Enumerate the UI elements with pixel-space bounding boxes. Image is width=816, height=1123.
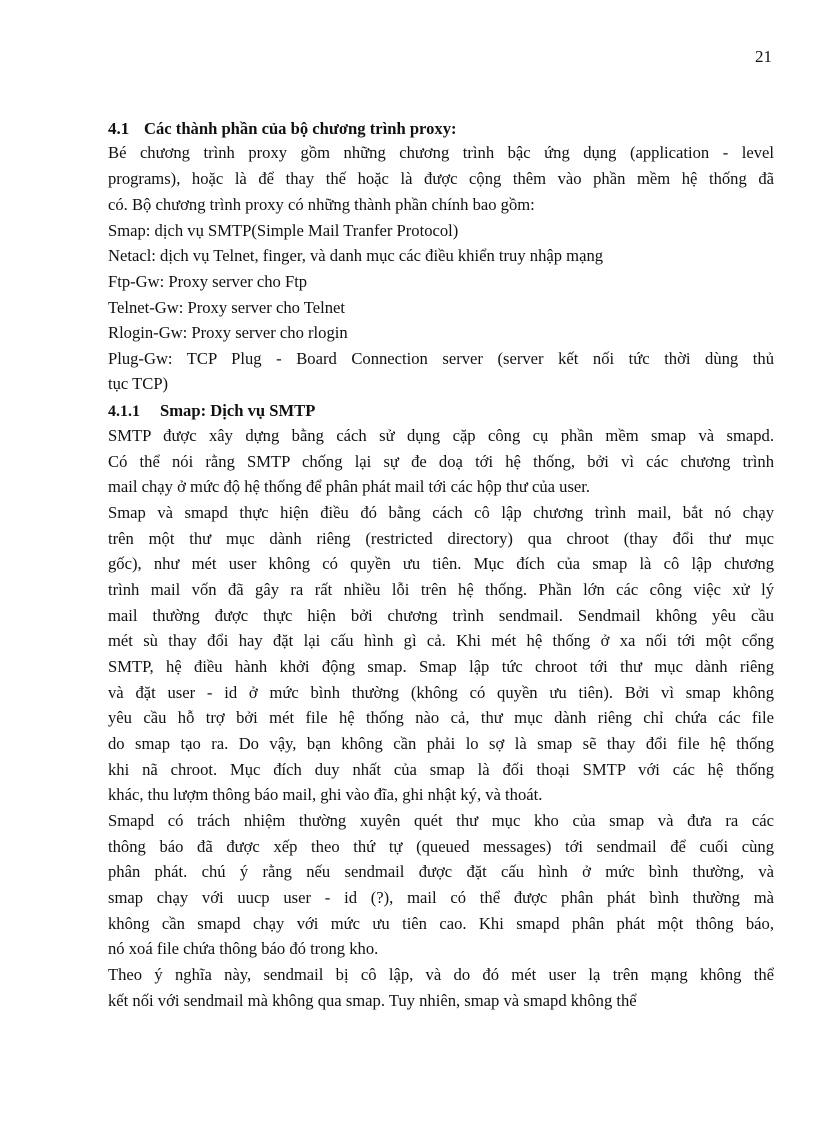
- body-line: do smap tạo ra. Do vậy, bạn không cần phải lo sợ là smap sẽ thay đổi file hệ thống: [108, 734, 774, 753]
- body-line: thông báo đã được xếp theo thứ tự (queued messages) tới sendmail để cuối cùng: [108, 837, 774, 856]
- body-line: Có thể nói rằng SMTP chống lại sự đe doạ tới hệ thống, bởi vì các chương trình: [108, 452, 774, 471]
- body-line: Smapd có trách nhiệm thường xuyên quét thư mục kho của smap và đưa ra các: [108, 811, 774, 830]
- intro-line: có. Bộ chương trình proxy có những thành phần chính bao gồm:: [108, 195, 535, 214]
- body-line: mét sù thay đổi hay đặt lại cấu hình gì cả. Khi mét hệ thống ở xa nối tới một cổng: [108, 631, 774, 650]
- body-line: nó xoá file chứa thông báo đó trong kho.: [108, 939, 379, 958]
- body-line: Smap và smapd thực hiện điều đó bằng cách cô lập chương trình mail, bắt nó chạy: [108, 503, 774, 522]
- intro-line: Rlogin-Gw: Proxy server cho rlogin: [108, 323, 348, 342]
- body-line: mail thường được thực hiện bởi chương trình sendmail. Sendmail không yêu cầu: [108, 606, 774, 625]
- body-line: trên một thư mục dành riêng (restricted directory) qua chroot (thay đổi thư mục: [108, 529, 774, 548]
- intro-line: Plug-Gw: TCP Plug - Board Connection server (server kết nối tức thời dùng thủ: [108, 349, 774, 368]
- body-line: khi nã chroot. Mục đích duy nhất của smap là đối thoại SMTP với các hệ thống: [108, 760, 774, 779]
- body-line: smap chạy với uucp user - id (?), mail có thể được phân phát bình thường mà: [108, 888, 774, 907]
- subsection-number: 4.1.1: [108, 403, 140, 420]
- body-line: không cần smapd chạy với mức ưu tiên cao. Khi smapd phân phát một thông báo,: [108, 914, 774, 933]
- body-line: và đặt user - id ở mức bình thường (không có quyền ưu tiên). Bởi vì smap không: [108, 683, 774, 702]
- section-number: 4.1: [108, 119, 130, 138]
- intro-line: tục TCP): [108, 374, 169, 393]
- subsection-heading-4-1-1: [108, 401, 774, 422]
- intro-line: Netacl: dịch vụ Telnet, finger, và danh mục các điều khiển truy nhập mạng: [108, 246, 604, 265]
- intro-line: Bé chương trình proxy gồm những chương trình bậc ứng dụng (application - level: [108, 143, 774, 162]
- intro-line: Telnet-Gw: Proxy server cho Telnet: [108, 298, 345, 317]
- page-number: 21: [755, 47, 772, 66]
- intro-line: Smap: dịch vụ SMTP(Simple Mail Tranfer Protocol): [108, 221, 459, 240]
- body-line: khác, thu lượm thông báo mail, ghi vào đĩa, ghi nhật ký, và thoát.: [108, 785, 543, 804]
- body-line: trình mail vốn đã gây ra rất nhiều lỗi trên hệ thống. Phần lớn các công việc xử lý: [108, 580, 774, 599]
- subsection-title: Smap: Dịch vụ SMTP: [160, 401, 316, 420]
- intro-line: Ftp-Gw: Proxy server cho Ftp: [108, 272, 308, 291]
- body-line: SMTP được xây dựng bằng cách sử dụng cặp công cụ phần mềm smap và smapd.: [108, 426, 774, 445]
- body-line: mail chạy ở mức độ hệ thống để phân phát mail tới các hộp thư của user.: [108, 477, 591, 496]
- body-line: phân phát. chú ý rằng nếu sendmail được đặt cấu hình ở mức bình thường, và: [108, 862, 774, 881]
- section-title: Các thành phần của bộ chương trình proxy:: [144, 119, 457, 138]
- body-line: SMTP, hệ điều hành khởi động smap. Smap lập tức chroot tới thư mục dành riêng: [108, 657, 774, 676]
- intro-line: programs), hoặc là để thay thế hoặc là được cộng thêm vào phần mềm hệ thống đã: [108, 169, 774, 188]
- body-line: kết nối với sendmail mà không qua smap. Tuy nhiên, smap và smapd không thể: [108, 991, 637, 1010]
- body-line: yêu cầu hỗ trợ bởi mét file hệ thống nào cả, thư mục dành riêng chỉ chứa các file: [108, 708, 774, 727]
- body-line: gốc), như mét user không có quyền ưu tiên. Mục đích của smap là cô lập chương: [108, 554, 774, 573]
- section-heading-4-1: [108, 119, 774, 139]
- body-line: Theo ý nghĩa này, sendmail bị cô lập, và do đó mét user lạ trên mạng không thể: [108, 965, 774, 984]
